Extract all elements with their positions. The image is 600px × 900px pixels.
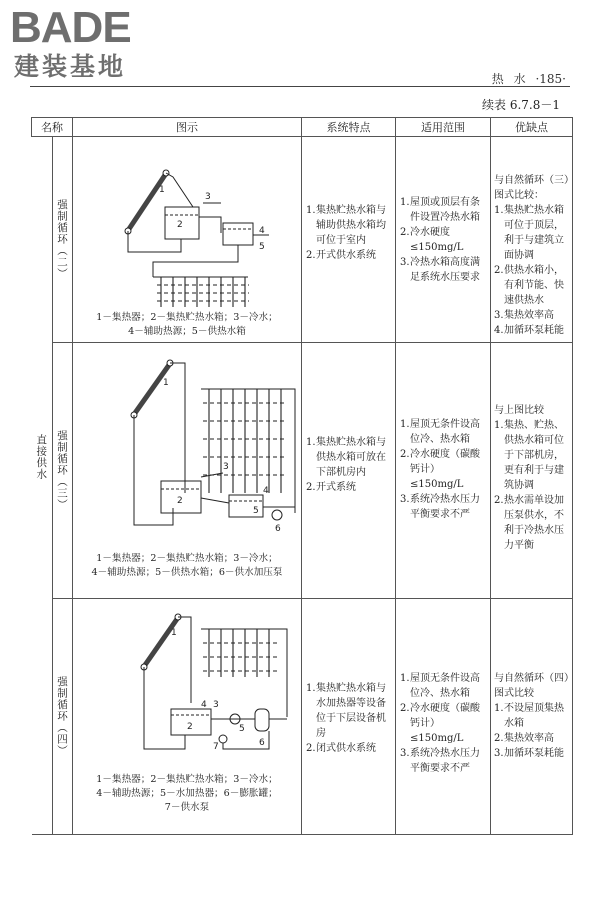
caption-line: 4－辅助热源；5－供热水箱；6－供水加压泵 — [91, 567, 283, 578]
row-name-cell — [53, 599, 73, 835]
diagram-label: 5 — [239, 724, 245, 734]
group-label: 直接供水 — [35, 434, 48, 480]
caption-line: 4－辅助热源；5－供热水箱 — [128, 326, 246, 337]
diagram-label: 1 — [159, 185, 165, 195]
diagram-label: 1 — [163, 378, 169, 388]
col-header-scope: 适用范围 — [396, 118, 491, 137]
list-item: 1. 集热贮热水箱与辅助供热水箱均可位于室内 — [306, 205, 386, 246]
list-item: 1. 屋顶无条件设高位冷、热水箱 — [400, 419, 480, 445]
list-item: 1. 屋顶无条件设高位冷、热水箱 — [400, 673, 480, 699]
pros-intro: 与自然循环（四）图式比较 — [494, 673, 569, 699]
logo-text: BADE — [10, 3, 131, 52]
list-item: 2. 冷水硬度≤150mg/L — [400, 227, 464, 253]
caption-line: 1－集热器；2－集热贮热水箱；3－冷水； — [96, 553, 278, 564]
caption-line: 1－集热器；2－集热贮热水箱；3－冷水； — [96, 774, 278, 785]
diagram-label: 5 — [253, 506, 259, 516]
col-header-features: 系统特点 — [302, 118, 396, 137]
diagram-label: 6 — [259, 738, 265, 748]
list-item: 2. 开式系统 — [306, 482, 356, 493]
system-diagram — [73, 137, 302, 307]
row-name: 强制循环（二） — [56, 199, 68, 280]
table-row — [32, 137, 573, 343]
row-name: 强制循环（四） — [56, 676, 68, 757]
system-diagram — [73, 343, 302, 548]
list-item: 4. 加循环泵耗能 — [494, 325, 564, 336]
logo-subtitle: 建装基地 — [14, 52, 127, 81]
diagram-label: 1 — [171, 628, 177, 638]
list-item: 2. 开式供水系统 — [306, 250, 376, 261]
diagram-label: 5 — [259, 242, 265, 252]
list-item: 2. 闭式供水系统 — [306, 743, 376, 754]
diagram-label: 4 — [201, 700, 207, 710]
features-cell — [302, 343, 396, 599]
diagram-cell — [73, 599, 302, 835]
row-name-cell — [53, 343, 73, 599]
group-cell — [32, 137, 53, 835]
diagram-caption — [73, 552, 301, 580]
features-cell — [302, 599, 396, 835]
list-item: 1. 屋顶或顶层有条件设置冷热水箱 — [400, 197, 480, 223]
list-item: 3. 冷热水箱高度满足系统水压要求 — [400, 257, 480, 283]
list-item: 2. 热水需单设加压泵供水，不利于冷热水压力平衡 — [494, 495, 564, 551]
diagram-label: 3 — [205, 192, 211, 202]
pros-intro: 与上图比较 — [494, 405, 544, 416]
list-item: 2. 集热效率高 — [494, 733, 554, 744]
table-row — [32, 343, 573, 599]
col-header-diagram: 图示 — [73, 118, 302, 137]
table-header-row — [32, 118, 573, 137]
diagram-cell — [73, 137, 302, 343]
diagram-label: 2 — [177, 220, 183, 230]
pros-intro: 与自然循环（三）图式比较： — [494, 175, 569, 201]
table-row — [32, 599, 573, 835]
list-item: 3. 系统冷热水压力平衡要求不严 — [400, 748, 480, 774]
solar-water-table — [31, 117, 573, 835]
caption-line: 1－集热器；2－集热贮热水箱；3－冷水； — [96, 312, 278, 323]
row-name-cell — [53, 137, 73, 343]
scope-cell — [396, 137, 491, 343]
pros-cell — [491, 599, 573, 835]
col-header-pros: 优缺点 — [491, 118, 573, 137]
diagram-label: 2 — [177, 496, 183, 506]
list-item: 1. 集热贮热水箱与供热水箱可放在下部机房内 — [306, 437, 386, 478]
scope-cell — [396, 343, 491, 599]
section-title-1: 热 — [491, 72, 504, 86]
page-number: ·185· — [535, 72, 566, 86]
list-item: 2. 冷水硬度（碳酸钙计）≤150mg/L — [400, 703, 480, 744]
system-diagram — [73, 599, 302, 769]
diagram-label: 6 — [275, 524, 281, 534]
collector-icon — [131, 360, 173, 418]
diagram-label: 4 — [259, 226, 265, 236]
table-reference: 续表 6.7.8－1 — [482, 98, 560, 112]
collector-icon — [141, 614, 181, 670]
list-item: 1. 集热贮热水箱与水加热器等设备位于下层设备机房 — [306, 683, 386, 739]
row-name: 强制循环（三） — [56, 430, 68, 511]
caption-line: 4－辅助热源；5－水加热器；6－膨胀罐； — [96, 788, 278, 799]
pros-cell — [491, 343, 573, 599]
collector-icon — [125, 170, 169, 234]
diagram-cell — [73, 343, 302, 599]
running-header — [486, 70, 566, 87]
diagram-label: 2 — [187, 722, 193, 732]
header-rule — [30, 86, 570, 87]
diagram-caption — [73, 311, 301, 339]
col-header-name: 名称 — [32, 118, 73, 137]
caption-line: 7－供水泵 — [164, 802, 210, 813]
diagram-label: 7 — [213, 742, 219, 752]
pros-cell — [491, 137, 573, 343]
features-cell — [302, 137, 396, 343]
list-item: 3. 集热效率高 — [494, 310, 554, 321]
list-item: 1. 集热贮热水箱可位于顶层，利于与建筑立面协调 — [494, 205, 564, 261]
list-item: 3. 系统冷热水压力平衡要求不严 — [400, 494, 480, 520]
diagram-label: 4 — [263, 486, 269, 496]
list-item: 2. 供热水箱小，有利节能、快速供热水 — [494, 265, 564, 306]
section-title-2: 水 — [513, 72, 526, 86]
diagram-label: 3 — [213, 700, 219, 710]
list-item: 1. 不设屋顶集热水箱 — [494, 703, 564, 729]
diagram-label: 3 — [223, 462, 229, 472]
list-item: 3. 加循环泵耗能 — [494, 748, 564, 759]
list-item: 1. 集热、贮热、供热水箱可位于下部机房，更有利于与建筑协调 — [494, 420, 564, 491]
list-item: 2. 冷水硬度（碳酸钙计）≤150mg/L — [400, 449, 480, 490]
water-heater — [255, 709, 269, 731]
supply-tank — [223, 223, 253, 245]
scope-cell — [396, 599, 491, 835]
diagram-caption — [73, 773, 301, 815]
